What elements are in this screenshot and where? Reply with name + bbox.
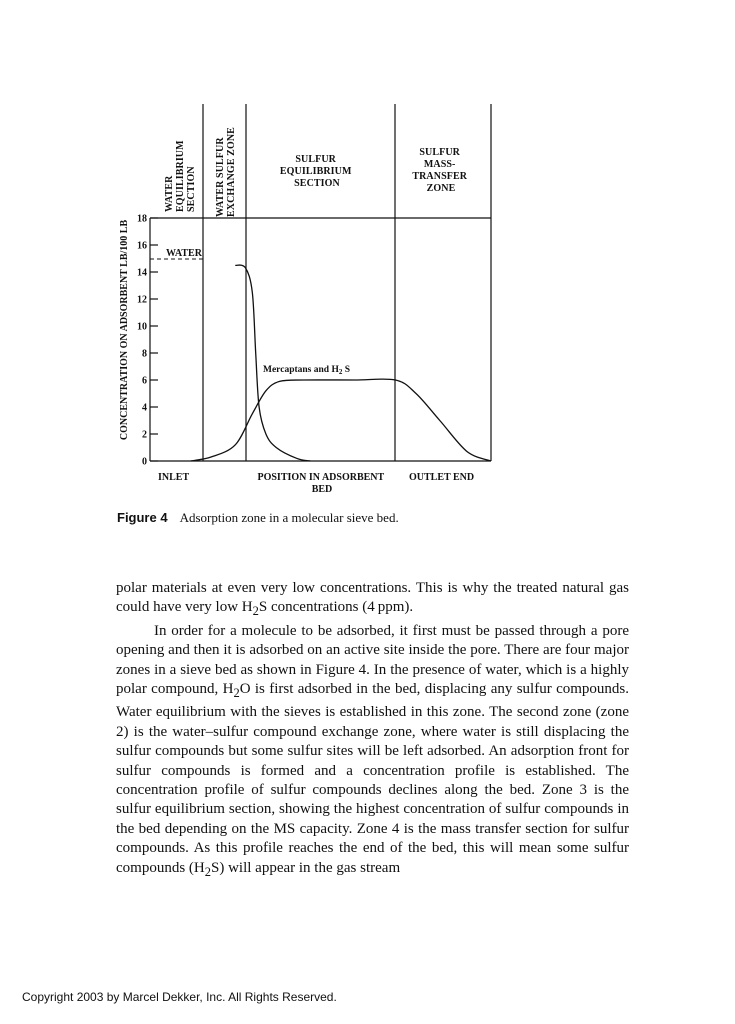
x-label-inlet: INLET <box>158 472 190 483</box>
y-tick-label: 14 <box>137 267 147 279</box>
figure-caption-text: Adsorption zone in a molecular sieve bed. <box>179 510 399 525</box>
y-ticks <box>137 214 158 468</box>
figure-caption <box>117 510 399 526</box>
x-label-position: POSITION IN ADSORBENT BED <box>257 472 385 495</box>
y-tick-label: 12 <box>137 294 147 306</box>
zone-label-water-equilibrium: WATER EQUILIBRIUM SECTION <box>164 140 197 212</box>
y-tick-label: 10 <box>137 321 147 333</box>
paragraph-2: In order for a molecule to be adsorbed, it first must be passed through a pore opening and then it is adsorbed on an active site inside the pore. There are four major zones in a sieve bed as shown in Figure 4. In the presence of water, which is a highly polar compound, $H_2O$ is first adsorbed in the bed, displacing any sulfur compounds. Water equilibrium with the sieves is established in this zone. The second zone (zone 2) is the water–sulfur compound exchange zone, where water is still displacing the sulfur compounds but some sulfur sites will be left adsorbed. An adsorption front for sulfur compounds is formed and a concentration profile is established. The concentration profile of sulfur compounds declines along the bed. Zone 3 is the sulfur equilibrium section, showing the highest concentration of sulfur compounds in the bed depending on the MS capacity. Zone 4 is the mass transfer section for sulfur compounds. As this profile reaches the end of the bed, this will mean some sulfur compounds $(H_2S)$ will appear in the gas stream <box>116 622 629 879</box>
y-tick-label: 4 <box>142 402 147 414</box>
body-text <box>116 579 629 882</box>
y-axis-title: CONCENTRATION ON ADSORBENT LB/100 LB <box>119 219 130 441</box>
water-curve-label: WATER <box>166 248 202 259</box>
adsorption-zone-figure <box>0 0 735 500</box>
zone-label-sulfur-mass-transfer: SULFUR MASS- TRANSFER ZONE <box>412 147 468 194</box>
paragraph-1: polar materials at even very low concentrations. This is why the treated natural gas could have very low $H_2S$ concentrations (4 ppm). <box>116 580 629 619</box>
y-tick-label: 2 <box>142 429 147 441</box>
y-tick-label: 0 <box>142 456 147 468</box>
y-tick-label: 18 <box>137 213 147 225</box>
y-tick-label: 16 <box>137 240 147 252</box>
copyright-notice: Copyright 2003 by Marcel Dekker, Inc. All Rights Reserved. <box>22 990 337 1004</box>
zone-label-water-sulfur-exchange: WATER SULFUR EXCHANGE ZONE <box>215 127 237 217</box>
y-tick-label: 8 <box>142 348 147 360</box>
x-label-outlet: OUTLET END <box>409 472 475 483</box>
mercaptans-label: Mercaptans and $H_2$ S <box>263 365 351 376</box>
zone-label-sulfur-equilibrium: SULFUR EQUILIBRIUM SECTION <box>279 154 352 189</box>
y-tick-label: 6 <box>142 375 147 387</box>
sulfur-curve <box>191 379 491 461</box>
figure-caption-label: Figure 4 <box>117 510 168 525</box>
